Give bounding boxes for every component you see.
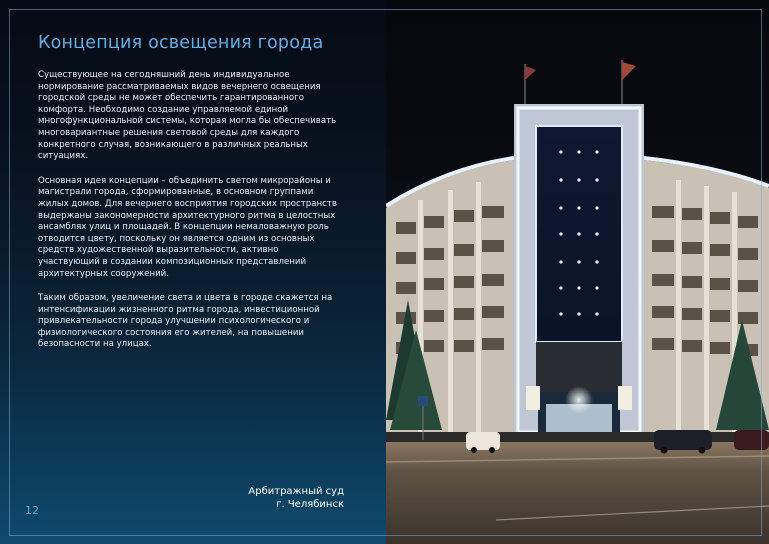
paragraph-1: Существующее на сегодняшний день индивидуальное нормирование рассматриваемых видов вечернего освещения городской среды не может обеспечить гарантированного комфорта. Необходимо создание управляемой единой многофункциональной системы, которая могла бы обеспечивать многовариантные решения световой среды для каждого конкретного случая, возникающего в различных реальных ситуациях. — [38, 70, 337, 162]
photo-caption — [248, 485, 344, 511]
page-title: Концепция освещения города — [38, 33, 324, 53]
paragraph-2: Основная идея концепции – объединить светом микрорайоны и магистрали города, сформированные, в основном группами жилых домов. Для вечернего восприятия городских пространств выдержаны закономерности архитектурного ритма в целостных ансамблях улиц и площадей. В концепции немаловажную роль отводится цвету, поскольку он является одним из основных средств художественной выразительности, активно участвующий в создании композиционных представлений архитектурных сооружений. — [38, 175, 337, 279]
building-photo — [386, 0, 769, 544]
body-text — [38, 70, 338, 364]
caption-line-2: г. Челябинск — [276, 499, 344, 510]
caption-line-1: Арбитражный суд — [248, 486, 344, 497]
page-number: 12 — [25, 504, 39, 517]
paragraph-3: Таким образом, увеличение света и цвета в городе скажется на интенсификации жизненного ритма города, инвестиционной привлекательности города улучшении психологического и физиологического состояния его жителей, на повышении безопасности на улицах. — [38, 293, 333, 350]
